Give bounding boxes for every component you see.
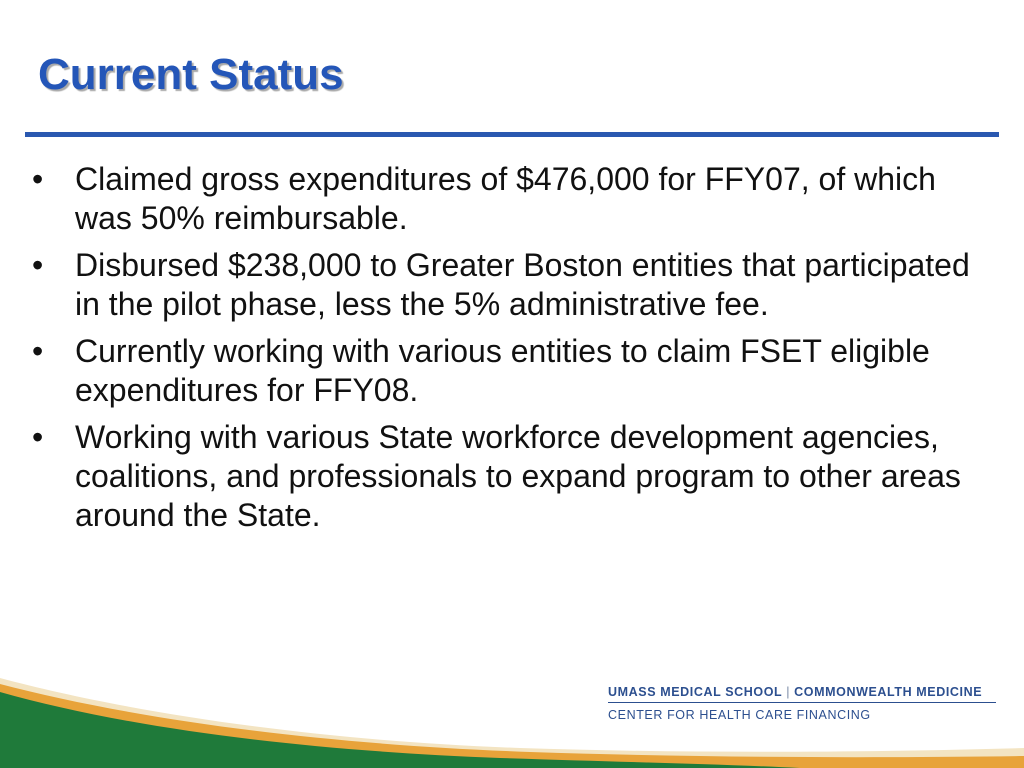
logo-subtitle: CENTER FOR HEALTH CARE FINANCING <box>608 708 871 722</box>
bullet-text: Currently working with various entities to claim FSET eligible expenditures for FFY08. <box>75 333 930 408</box>
bullet-list <box>28 160 988 543</box>
slide-title: Current Status <box>38 50 344 99</box>
bullet-marker: • <box>32 419 44 455</box>
bullet-text: Claimed gross expenditures of $476,000 for FFY07, of which was 50% reimbursable. <box>75 161 936 236</box>
bullet-item <box>28 332 988 410</box>
bullet-item <box>28 160 988 238</box>
bullet-marker: • <box>32 333 44 369</box>
logo-separator: | <box>786 685 791 699</box>
title-divider <box>25 132 999 137</box>
logo-divider <box>608 702 996 703</box>
umass-logo <box>608 684 1000 723</box>
bullet-text: Disbursed $238,000 to Greater Boston entities that participated in the pilot phase, less the 5% administrative fee. <box>75 247 970 322</box>
bullet-item <box>28 418 988 535</box>
logo-division-name: COMMONWEALTH MEDICINE <box>794 685 983 699</box>
logo-primary-line <box>608 684 1000 700</box>
bullet-item <box>28 246 988 324</box>
bullet-text: Working with various State workforce development agencies, coalitions, and professionals to expand program to other areas around the State. <box>75 419 961 533</box>
logo-school-name: UMASS MEDICAL SCHOOL <box>608 685 783 699</box>
bullet-marker: • <box>32 161 44 197</box>
bullet-marker: • <box>32 247 44 283</box>
